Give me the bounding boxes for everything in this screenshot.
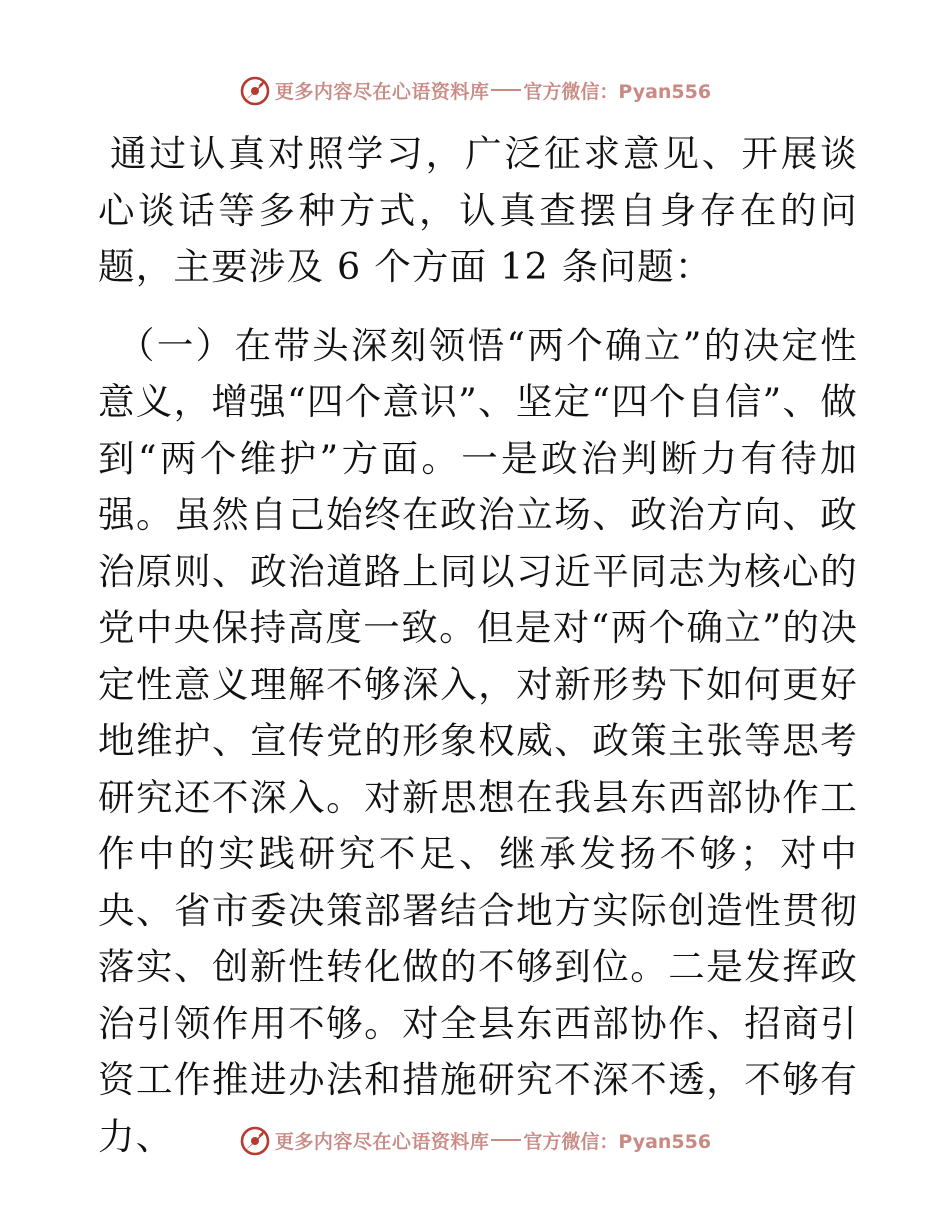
watermark-contact: 官方微信：Pyan556 [523,80,712,103]
watermark-text: 更多内容尽在心语资料库 [274,80,490,103]
footer-watermark [0,1120,950,1160]
quill-pen-logo-icon [239,1124,271,1156]
section-1-paragraph: （一）在带头深刻领悟“两个确立”的决定性意义，增强“四个意识”、坚定“四个自信”、做到“两个维护”方面。一是政治判断力有待加强。虽然自己始终在政治立场、政治方向、政治原则、政治道路上同以习近平同志为核心的党中央保持高度一致。但是对“两个确立”的决定性意义理解不够深入，对新形势下如何更好地维护、宣传党的形象权威、政策主张等思考研究还不深入。对新思想在我县东西部协作工作中的实践研究不足、继承发扬不够；对中央、省市委决策部署结合地方实际创造性贯彻落实、创新性转化做的不够到位。二是发挥政治引领作用不够。对全县东西部协作、招商引资工作推进办法和措施研究不深不透，不够有力、 [98,323,858,1158]
watermark-contact: 官方微信：Pyan556 [523,1130,712,1153]
watermark-text: 更多内容尽在心语资料库 [274,1130,490,1153]
header-watermark [0,70,950,110]
document-body [98,126,858,1165]
intro-paragraph: 通过认真对照学习，广泛征求意见、开展谈心谈话等多种方式，认真查摆自身存在的问题，主要涉及 6 个方面 12 条问题： [98,132,858,288]
quill-pen-logo-icon [239,74,271,106]
watermark-dash [491,1139,521,1141]
watermark-dash [491,89,521,91]
